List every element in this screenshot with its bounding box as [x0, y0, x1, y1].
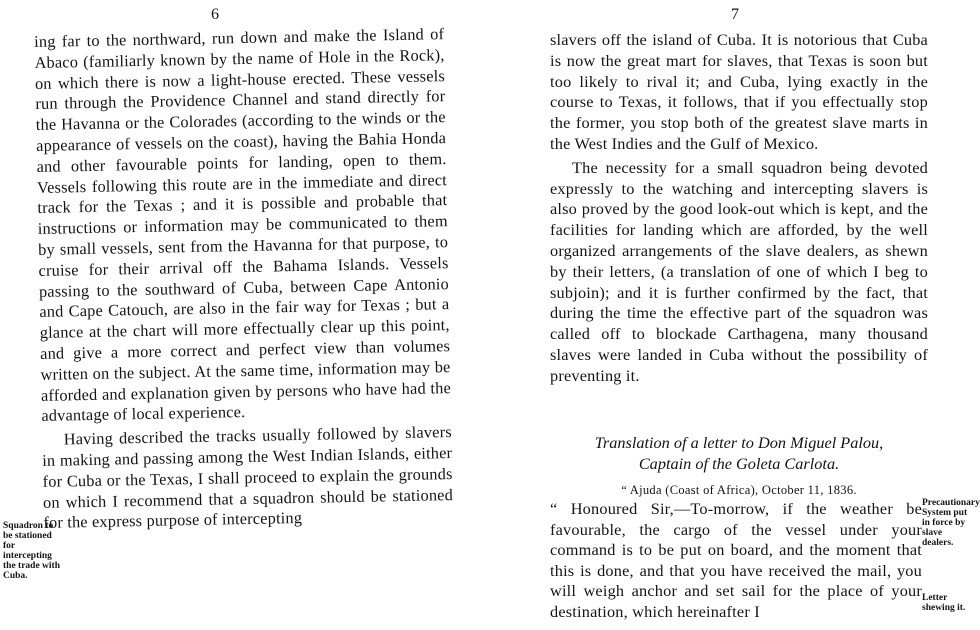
margin-note: Squadron to be stationed for intercepting the trade with Cuba. [3, 521, 60, 581]
page-number: 7 [731, 6, 739, 23]
right-page-body [550, 30, 928, 387]
paragraph: slavers off the island of Cuba. It is notorious that Cuba is now the great mart for slaves, that Texas is soon but too likely to rival it; and Cuba, lying exactly in the course to Texas, it follows, that if you effectually stop the former, you stop both of the greatest slave marts in the West Indies and the Gulf of Mexico. [550, 30, 928, 153]
right-page [490, 0, 980, 630]
margin-note: Letter shewing it. [922, 593, 966, 613]
paragraph: The necessity for a small squadron being devoted expressly to the watching and intercepting slavers is also proved by the good look-out which is kept, and the facilities for landing which are afforded, by the well organized arrangements of the slave dealers, as shewn by their letters, (a translation of one of which I beg to subjoin); and it is further confirmed by the fact, that during the time the effective part of the squadron was called off to blockade Carthagena, many thousand slaves were landed in Cuba without the possibility of preventing it. [550, 157, 928, 385]
letter-body: “ Honoured Sir,—To-morrow, if the weather be favourable, the cargo of the vessel under your command is to be put on board, and the moment that this is done, and that you have received the mail, you will weigh anchor and set sail for the place of your destination, which hereinafter I [550, 499, 922, 621]
letter-heading [550, 432, 928, 474]
margin-note: Precautionary System put in force by slave dealers. [922, 498, 980, 548]
letter-heading-line: Captain of the Goleta Carlota. [638, 454, 840, 473]
page-number: 6 [211, 6, 219, 23]
letter-dateline: “ Ajuda (Coast of Africa), October 11, 1836. [621, 483, 857, 497]
paragraph: Having described the tracks usually followed by slavers in making and passing among the West Indian Islands, either for Cuba or the Texas, I shall proceed to explain the grounds on which I recommend that a squadron should be stationed for the express purpose of intercepting [42, 422, 454, 533]
left-page-body [34, 24, 454, 534]
paragraph: ing far to the northward, run down and make the Island of Abaco (familiarly known by the name of Hole in the Rock), on which there is now a light-house erected. These vessels run through the Providence Channel and stand directly for the Havanna or the Colorades (according to the winds or the appearance of vessels on the coast), having the Bahia Honda and other favourable points for landing, open to them. Vessels following this route are in the immediate and direct track for the Texas ; and it is possible and probable that instructions or information may be communicated to them by small vessels, sent from the Havanna for that purpose, to cruise for their arrival off the Bahama Islands. Vessels passing to the southward of Cuba, between Cape Antonio and Cape Catouch, are also in the fair way for Texas ; but a glance at the chart will more effectually clear up this point, and give a more correct and perfect view than volumes written on the subject. At the same time, information may be afforded and explanation given by persons who have had the advantage of local experience. [34, 24, 452, 426]
letter-heading-line: Translation of a letter to Don Miguel Palou, [594, 433, 884, 452]
